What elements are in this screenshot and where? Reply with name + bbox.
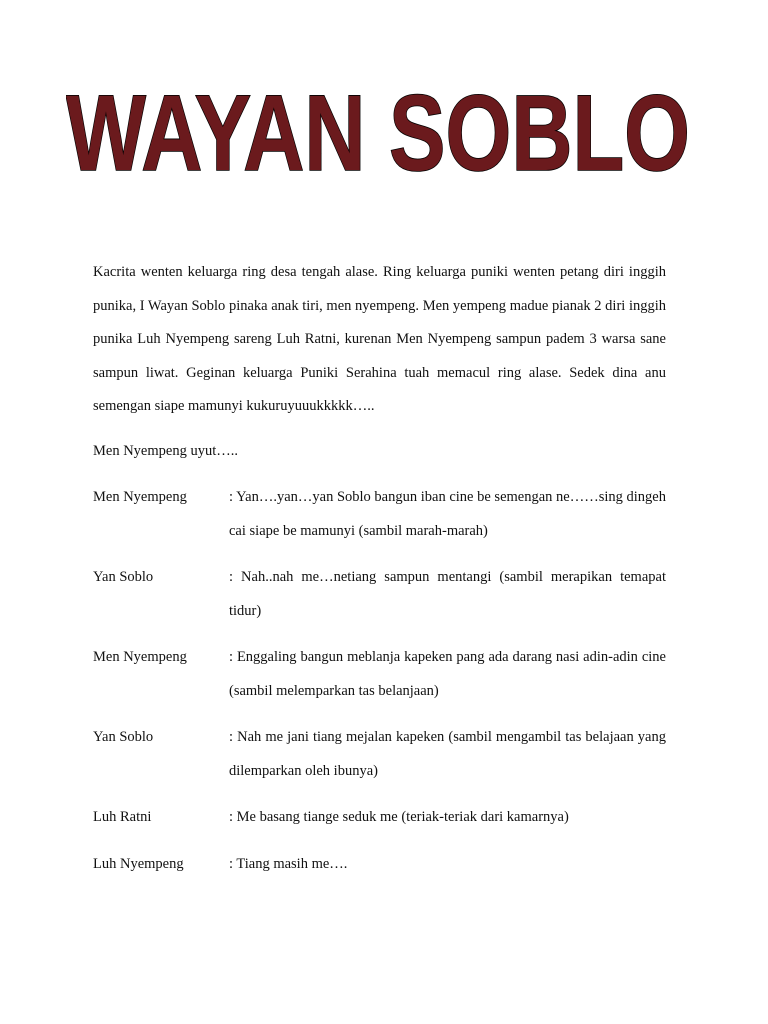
dialogue-row bbox=[93, 801, 666, 835]
dialogue-text: : Enggaling bangun meblanja kapeken pang ada darang nasi adin-adin cine (sambil melemparkan tas belanjaan) bbox=[229, 649, 666, 699]
dialogue-text: : Me basang tiange seduk me (teriak-teriak dari kamarnya) bbox=[229, 809, 569, 825]
followup-line: Men Nyempeng uyut….. bbox=[93, 442, 238, 459]
dialogue-row bbox=[93, 641, 666, 708]
dialogue-text: : Nah me jani tiang mejalan kapeken (sambil mengambil tas belajaan yang dilemparkan oleh ibunya) bbox=[229, 729, 666, 779]
dialogue-text: : Tiang masih me…. bbox=[229, 855, 348, 872]
title-wordart bbox=[66, 78, 690, 180]
dialogue-section bbox=[93, 481, 666, 881]
dialogue-speaker: Luh Ratni bbox=[93, 809, 152, 825]
dialogue-text: : Yan….yan…yan Soblo bangun iban cine be semengan ne……sing dingeh cai siape be mamunyi (sambil marah-marah) bbox=[229, 489, 666, 539]
document-title: WAYAN SOBLO bbox=[66, 78, 690, 180]
dialogue-row bbox=[93, 481, 666, 548]
dialogue-speaker: Luh Nyempeng bbox=[93, 855, 184, 872]
dialogue-speaker: Yan Soblo bbox=[93, 729, 154, 745]
dialogue-row bbox=[93, 848, 666, 882]
intro-paragraph: Kacrita wenten keluarga ring desa tengah alase. Ring keluarga puniki wenten petang diri inggih punika, I Wayan Soblo pinaka anak tiri, men nyempeng. Men yempeng madue pianak 2 diri inggih punika Luh Nyempeng sareng Luh Ratni, kurenan Men Nyempeng sampun padem 3 warsa sane sampun liwat. Geginan keluarga Puniki Serahina tuah memacul ring alase. Sedek dina anu semengan siape mamunyi kukuruyuuukkkkk….. bbox=[93, 264, 666, 414]
dialogue-speaker: Men Nyempeng bbox=[93, 649, 187, 665]
dialogue-speaker: Yan Soblo bbox=[93, 569, 154, 585]
document-body bbox=[93, 256, 666, 894]
dialogue-row bbox=[93, 721, 666, 788]
title-svg bbox=[66, 78, 690, 180]
dialogue-speaker: Men Nyempeng bbox=[93, 489, 187, 505]
dialogue-row bbox=[93, 561, 666, 628]
dialogue-text: : Nah..nah me…netiang sampun mentangi (sambil merapikan temapat tidur) bbox=[229, 569, 666, 619]
